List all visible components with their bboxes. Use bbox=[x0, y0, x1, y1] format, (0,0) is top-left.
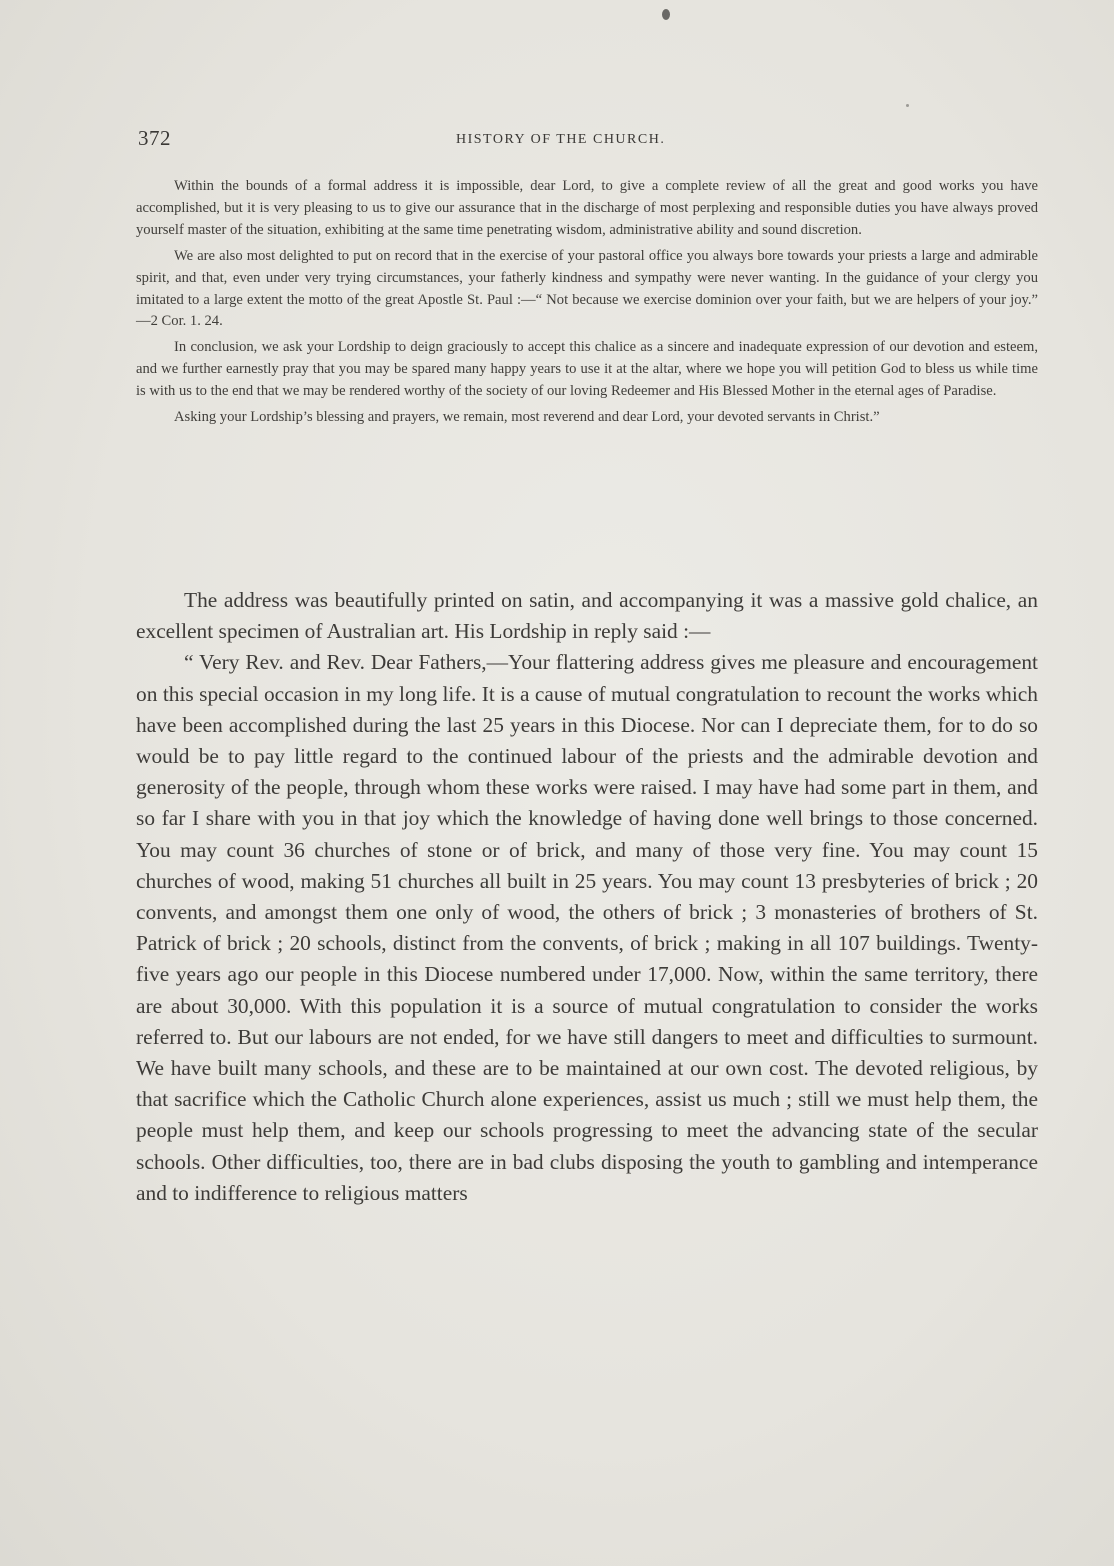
page-number: 372 bbox=[138, 126, 171, 150]
address-text bbox=[136, 176, 1038, 433]
running-title: HISTORY OF THE CHURCH. bbox=[456, 132, 666, 147]
ink-speck-small bbox=[906, 104, 909, 107]
body-paragraph: “ Very Rev. and Rev. Dear Fathers,—Your flattering address gives me pleasure and encouragement on this special occasion in my long life. It is a cause of mutual congratulation to recount the works which have been accomplished during the last 25 years in this Diocese. Nor can I depreciate them, for to do so would be to pay little regard to the continued labour of the priests and the admirable devotion and generosity of the people, through whom these works were raised. I may have had some part in them, and so far I share with you in that joy which the knowledge of having done well brings to those concerned. You may count 36 churches of stone or of brick, and many of those very fine. You may count 15 churches of wood, making 51 churches all built in 25 years. You may count 13 presbyteries of brick ; 20 convents, and amongst them one only of wood, the others of brick ; 3 monasteries of brothers of St. Patrick of brick ; 20 schools, distinct from the convents, of brick ; making in all 107 buildings. Twenty-five years ago our people in this Diocese numbered under 17,000. Now, within the same territory, there are about 30,000. With this population it is a source of mutual congratulation to consider the works referred to. But our labours are not ended, for we have still dangers to meet and difficulties to surmount. We have built many schools, and these are to be maintained at our own cost. The devoted religious, by that sacrifice which the Catholic Church alone experiences, assist us much ; still we must help them, the people must help them, and keep our schools progressing to meet the advancing state of the secular schools. Other difficulties, too, there are in bad clubs disposing the youth to gambling and intemperance and to indifference to religious matters bbox=[136, 650, 1038, 1205]
running-head bbox=[138, 126, 1038, 150]
body-text bbox=[136, 585, 1038, 1209]
ink-speck bbox=[662, 9, 670, 20]
body-paragraph: The address was beautifully printed on satin, and accompanying it was a massive gold chalice, an excellent specimen of Australian art. His Lordship in reply said :— bbox=[136, 588, 1038, 644]
address-paragraph: Asking your Lordship’s blessing and prayers, we remain, most reverend and dear Lord, your devoted servants in Christ.” bbox=[174, 409, 880, 426]
address-paragraph: We are also most delighted to put on record that in the exercise of your pastoral office you always bore towards your priests a large and admirable spirit, and that, even under very trying circumstances, your fatherly kindness and sympathy were never wanting. In the guidance of your clergy you imitated to a large extent the motto of the great Apostle St. Paul :—“ Not because we exercise dominion over your faith, but we are helpers of your joy.” —2 Cor. 1. 24. bbox=[136, 247, 1038, 330]
address-paragraph: Within the bounds of a formal address it is impossible, dear Lord, to give a complete review of all the great and good works you have accomplished, but it is very pleasing to us to give our assurance that in the discharge of most perplexing and responsible duties you have always proved yourself master of the situation, exhibiting at the same time penetrating wisdom, administrative ability and sound discretion. bbox=[136, 178, 1038, 238]
address-paragraph: In conclusion, we ask your Lordship to deign graciously to accept this chalice as a sincere and inadequate expression of our devotion and esteem, and we further earnestly pray that you may be spared many happy years to use it at the altar, where we hope you will petition God to bless us while time is with us to the end that we may be rendered worthy of the society of our loving Redeemer and His Blessed Mother in the eternal ages of Paradise. bbox=[136, 339, 1038, 400]
